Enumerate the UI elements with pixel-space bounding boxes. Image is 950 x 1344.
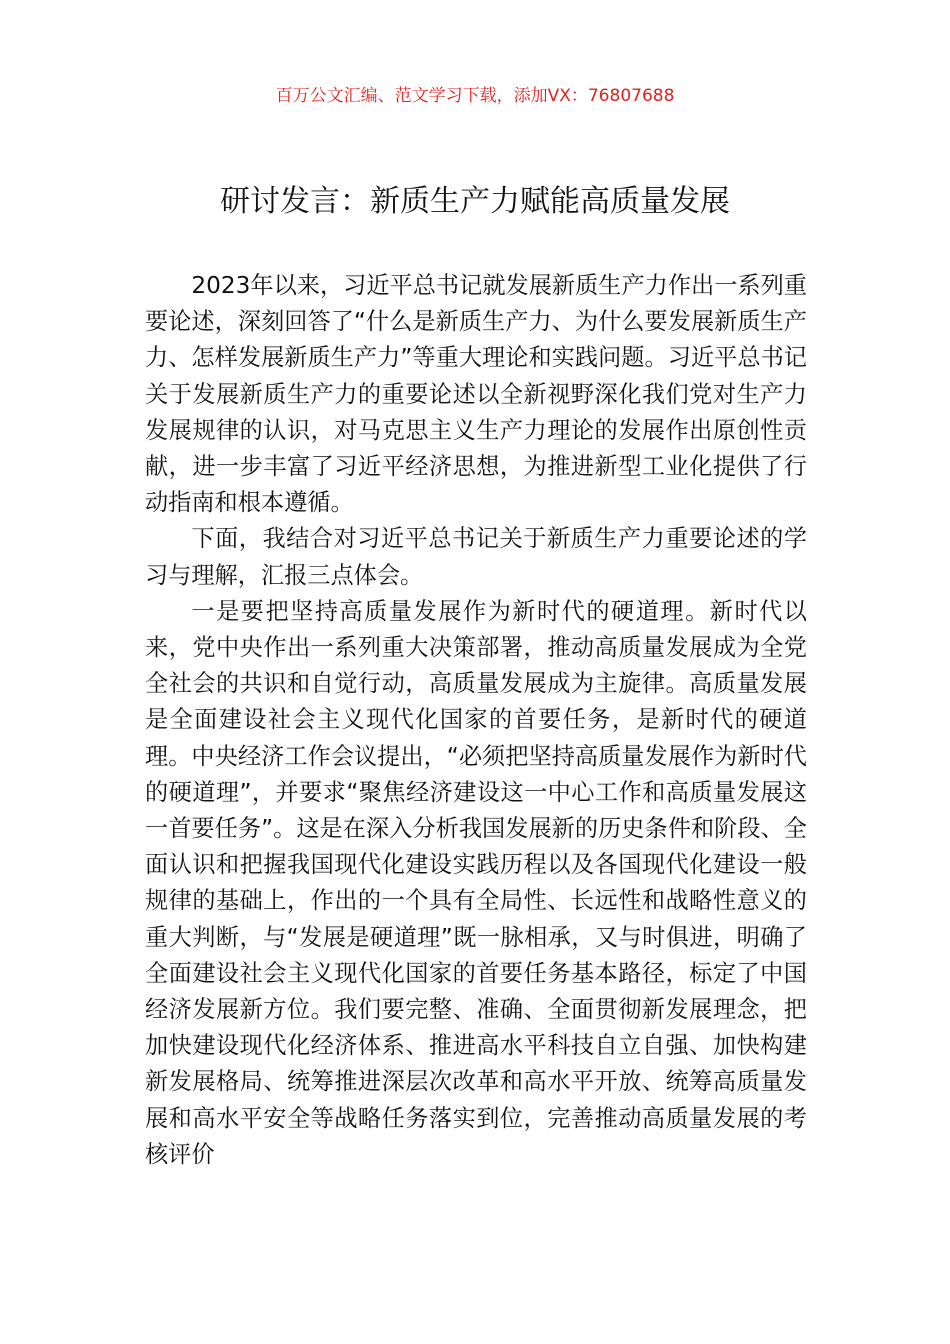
body-paragraph-1: 2023年以来，习近平总书记就发展新质生产力作出一系列重要论述，深刻回答了“什么是新质生产力、为什么要发展新质生产力、怎样发展新质生产力”等重大理论和实践问题。习近平总书记关于发展新质生产力的重要论述以全新视野深化我们党对生产力发展规律的认识，对马克思主义生产力理论的发展作出原创性贡献，进一步丰富了习近平经济思想，为推进新型工业化提供了行动指南和根本遵循。 <box>145 272 807 517</box>
document-body <box>145 268 807 1173</box>
body-paragraph-3: 一是要把坚持高质量发展作为新时代的硬道理。新时代以来，党中央作出一系列重大决策部署，推动高质量发展成为全党全社会的共识和自觉行动，高质量发展成为主旋律。高质量发展是全面建设社会主义现代化国家的首要任务，是新时代的硬道理。中央经济工作会议提出，“必须把坚持高质量发展作为新时代的硬道理”，并要求“聚焦经济建设这一中心工作和高质量发展这一首要任务”。这是在深入分析我国发展新的历史条件和阶段、全面认识和把握我国现代化建设实践历程以及各国现代化建设一般规律的基础上，作出的一个具有全局性、长远性和战略性意义的重大判断，与“发展是硬道理”既一脉相承，又与时俱进，明确了全面建设社会主义现代化国家的首要任务基本路径，标定了中国经济发展新方位。我们要完整、准确、全面贯彻新发展理念，把加快建设现代化经济体系、推进高水平科技自立自强、加快构建新发展格局、统筹推进深层次改革和高水平开放、统筹高质量发展和高水平安全等战略任务落实到位，完善推动高质量发展的考核评价 <box>145 597 807 1168</box>
body-paragraph-2: 下面，我结合对习近平总书记关于新质生产力重要论述的学习与理解，汇报三点体会。 <box>145 525 807 589</box>
header-watermark-note: 百万公文汇编、范文学习下载，添加VX：76807688 <box>275 86 675 106</box>
document-title: 研讨发言：新质生产力赋能高质量发展 <box>220 184 730 219</box>
